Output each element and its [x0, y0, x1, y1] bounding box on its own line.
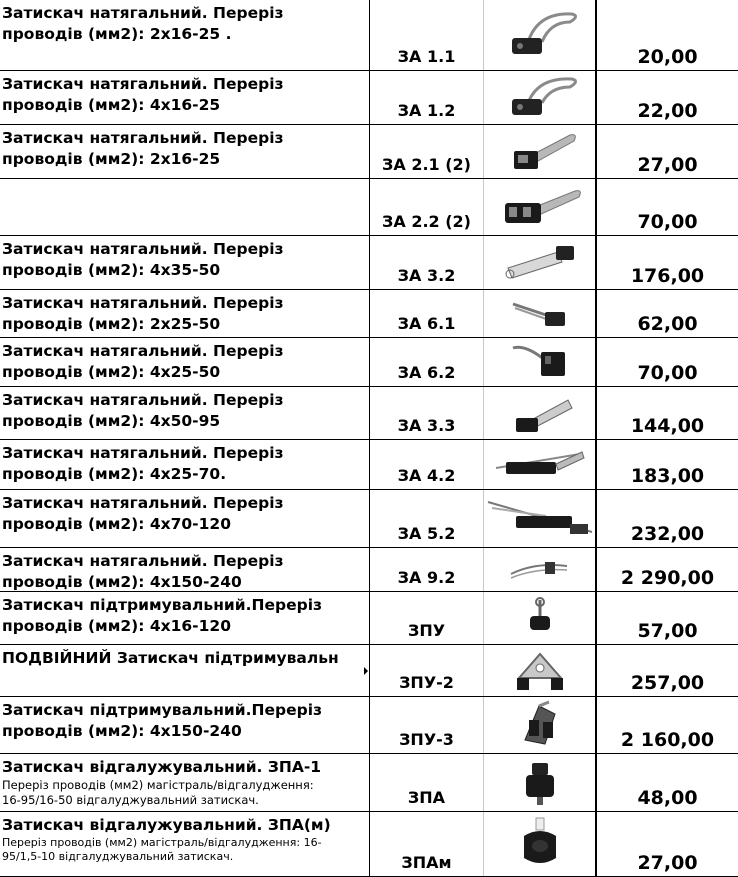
product-code: ЗПУ-3 — [370, 697, 484, 753]
product-title: Затискач натягальний. Переріз проводів (мм2): 4х70-120 — [2, 494, 284, 533]
product-price: 2 290,00 — [620, 567, 715, 589]
table-row — [0, 548, 738, 592]
product-code: ЗА 6.2 — [370, 338, 484, 386]
product-price: 22,00 — [637, 100, 698, 122]
table-row — [0, 490, 738, 548]
wire-clamp-icon — [484, 548, 597, 591]
product-title — [0, 179, 369, 182]
product-code: ЗА 1.2 — [370, 71, 484, 124]
product-code: ЗА 2.1 (2) — [370, 125, 484, 178]
product-code: ЗПУ — [370, 592, 484, 644]
table-row — [0, 812, 738, 877]
product-price: 48,00 — [637, 787, 698, 809]
table-row — [0, 0, 738, 71]
heavy-clamp-icon — [484, 697, 597, 753]
product-price: 57,00 — [637, 620, 698, 642]
product-title: ПОДВІЙНИЙ Затискач підтримувальн — [2, 649, 339, 667]
bracket-clamp-icon — [484, 338, 597, 386]
loop-clamp-icon — [484, 0, 597, 70]
table-row — [0, 71, 738, 125]
product-title: Затискач натягальний. Переріз проводів (мм2): 4х16-25 — [2, 75, 284, 114]
table-row — [0, 592, 738, 645]
product-code: ЗА 2.2 (2) — [370, 179, 484, 235]
product-title: Затискач натягальний. Переріз проводів (мм2): 4х25-50 — [2, 342, 284, 381]
product-title: Затискач натягальний. Переріз проводів (мм2): 4х150-240 — [2, 552, 284, 591]
loop-clamp-icon — [484, 71, 597, 124]
product-title: Затискач натягальний. Переріз проводів (мм2): 4х35-50 — [2, 240, 284, 279]
double-clamp-icon — [484, 645, 597, 696]
hook-clamp-icon — [484, 592, 597, 644]
product-code: ЗА 6.1 — [370, 290, 484, 337]
product-price: 27,00 — [637, 154, 698, 176]
table-row — [0, 645, 738, 697]
table-row — [0, 179, 738, 236]
wedge-clamp-icon — [484, 125, 597, 178]
overflow-arrow-icon — [364, 667, 368, 675]
branch-clamp-icon — [484, 812, 597, 876]
product-price: 176,00 — [630, 265, 705, 287]
bracket-clamp-icon — [484, 290, 597, 337]
table-row — [0, 290, 738, 338]
product-code: ЗА 3.2 — [370, 236, 484, 289]
product-price: 183,00 — [630, 465, 705, 487]
product-price: 70,00 — [637, 362, 698, 384]
product-code: ЗПАм — [370, 812, 484, 876]
product-price: 27,00 — [637, 852, 698, 874]
product-subtitle: Переріз проводів (мм2) магістраль/відгалудження: 16- 95/1,5-10 відгалуджувальний затискач. — [2, 836, 322, 863]
table-row — [0, 754, 738, 812]
long-clamp-icon — [484, 490, 597, 547]
product-price: 2 160,00 — [620, 729, 715, 751]
product-code: ЗА 1.1 — [370, 0, 484, 70]
product-code: ЗА 3.3 — [370, 387, 484, 439]
product-title: Затискач натягальний. Переріз проводів (мм2): 2х25-50 — [2, 294, 284, 333]
wedge-clamp-icon — [484, 179, 597, 235]
tube-clamp-icon — [484, 236, 597, 289]
table-row — [0, 440, 738, 490]
table-row — [0, 697, 738, 754]
product-code: ЗПА — [370, 754, 484, 811]
product-price: 144,00 — [630, 415, 705, 437]
product-title: Затискач натягальний. Переріз проводів (мм2): 2х16-25 — [2, 129, 284, 168]
branch-clamp-icon — [484, 754, 597, 811]
product-title: Затискач відгалужувальний. ЗПА-1 — [2, 758, 322, 776]
table-row — [0, 125, 738, 179]
product-price: 62,00 — [637, 313, 698, 335]
product-code: ЗА 5.2 — [370, 490, 484, 547]
product-title: Затискач підтримувальний.Переріз проводів (мм2): 4х16-120 — [2, 596, 323, 635]
product-title: Затискач відгалужувальний. ЗПА(м) — [2, 816, 331, 834]
product-code: ЗА 4.2 — [370, 440, 484, 489]
bracket-clamp-icon — [484, 387, 597, 439]
product-price: 257,00 — [630, 672, 705, 694]
product-code: ЗА 9.2 — [370, 548, 484, 591]
product-price: 70,00 — [637, 211, 698, 233]
product-title: Затискач підтримувальний.Переріз проводів (мм2): 4х150-240 — [2, 701, 323, 740]
long-clamp-icon — [484, 440, 597, 489]
table-row — [0, 338, 738, 387]
product-price: 20,00 — [637, 46, 698, 68]
product-title: Затискач натягальний. Переріз проводів (мм2): 4х50-95 — [2, 391, 284, 430]
table-row — [0, 387, 738, 440]
product-subtitle: Переріз проводів (мм2) магістраль/відгалудження: 16-95/16-50 відгалуджувальний затискач. — [2, 778, 314, 807]
table-row — [0, 236, 738, 290]
product-code: ЗПУ-2 — [370, 645, 484, 696]
product-title: Затискач натягальний. Переріз проводів (мм2): 2х16-25 . — [2, 4, 284, 43]
product-title: Затискач натягальний. Переріз проводів (мм2): 4х25-70. — [2, 444, 284, 483]
product-price: 232,00 — [630, 523, 705, 545]
